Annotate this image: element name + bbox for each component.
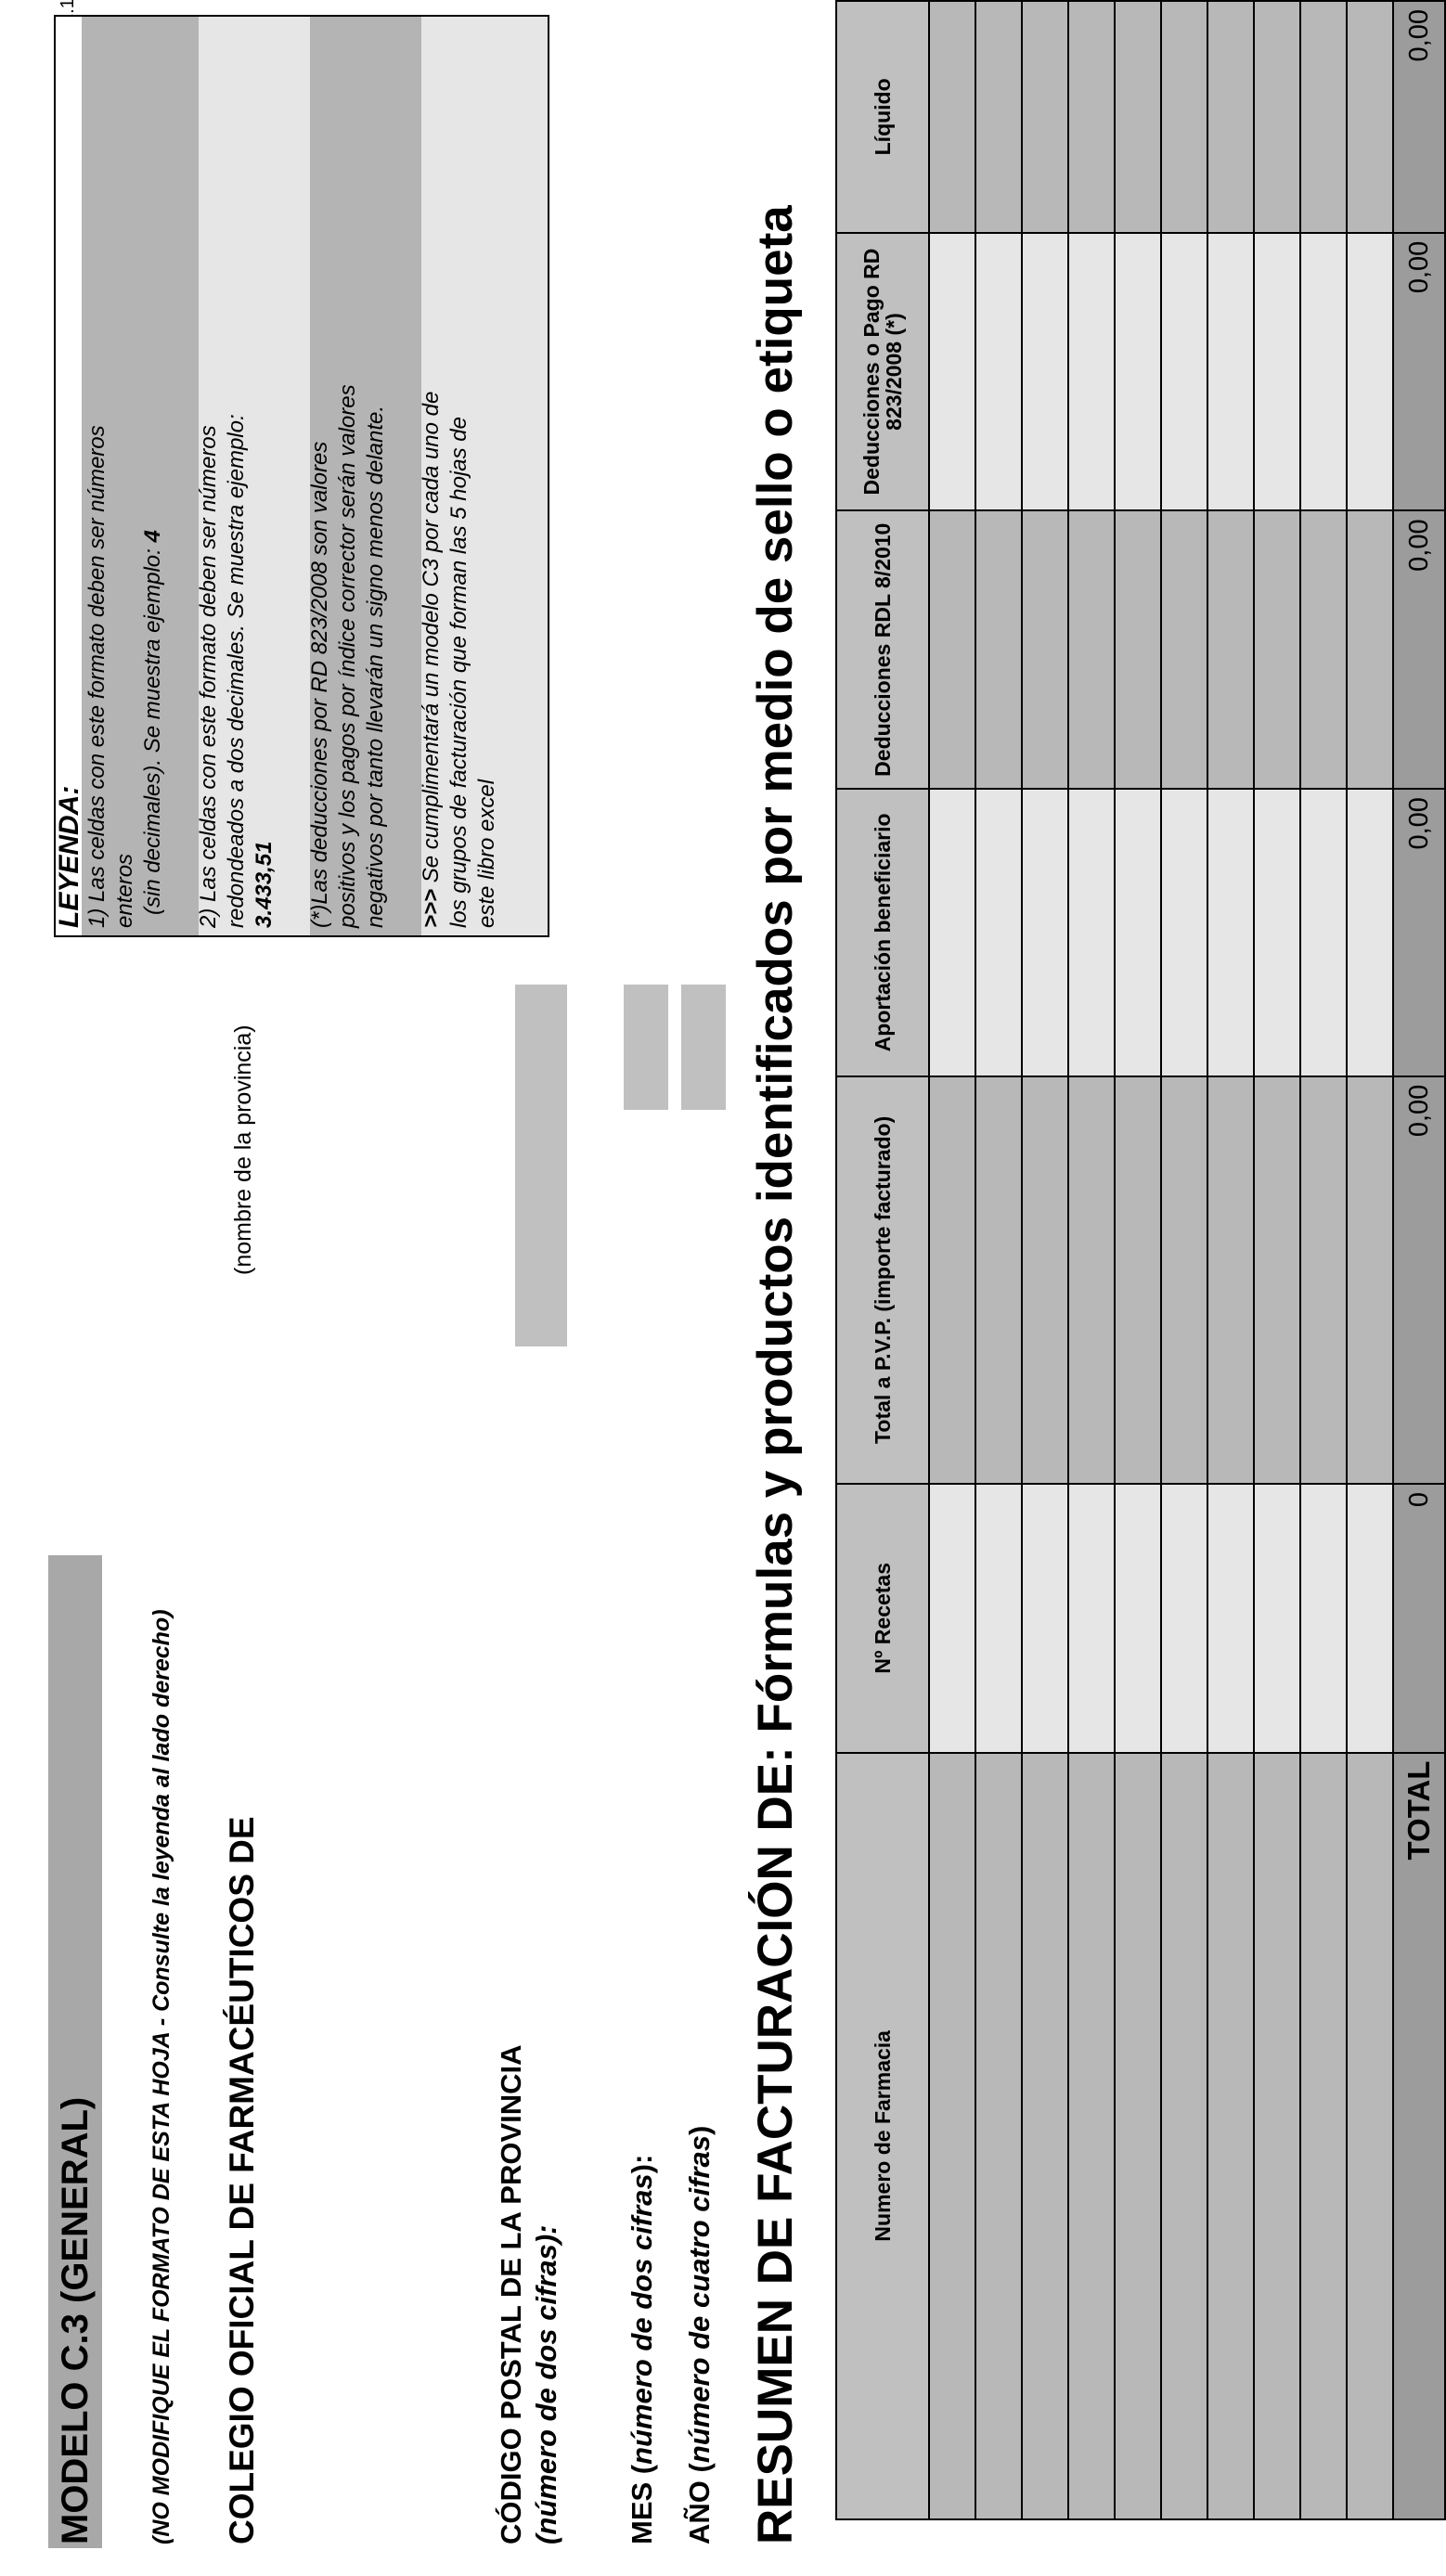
cell-aportacion[interactable] — [1300, 789, 1347, 1076]
total-label: TOTAL — [1393, 1753, 1445, 2519]
cell-rdl[interactable] — [929, 510, 975, 789]
format-warning: (NO MODIFIQUE EL FORMATO DE ESTA HOJA - Consulte la leyenda al lado derecho) — [148, 1609, 174, 2544]
legend-line-4: 2) Las celdas con este formato deben ser números — [196, 425, 221, 928]
cell-recetas[interactable] — [1254, 1484, 1300, 1753]
cell-aportacion[interactable] — [975, 789, 1022, 1076]
cell-liquido[interactable] — [1161, 1, 1207, 233]
colegio-label: COLEGIO OFICIAL DE FARMACÉUTICOS DE — [223, 1816, 261, 2544]
cell-liquido[interactable] — [1115, 1, 1161, 233]
cell-liquido[interactable] — [1068, 1, 1115, 233]
cell-pvp[interactable] — [1207, 1076, 1254, 1484]
col-header-rd823: Deducciones o Pago RD 823/2008 (*) — [836, 233, 929, 511]
total-rd823: 0,00 — [1393, 233, 1445, 511]
cell-farmacia[interactable] — [1347, 1753, 1393, 2519]
cell-recetas[interactable] — [1115, 1484, 1161, 1753]
cell-aportacion[interactable] — [1115, 789, 1161, 1076]
cell-liquido[interactable] — [1347, 1, 1393, 233]
cell-pvp[interactable] — [1254, 1076, 1300, 1484]
page-title: MODELO C.3 (GENERAL) — [55, 2096, 96, 2544]
summary-title: RESUMEN DE FACTURACIÓN DE: Fórmulas y productos identificados por medio de sello o etiqueta — [748, 205, 803, 2544]
table-row — [1115, 1, 1161, 2519]
cell-farmacia[interactable] — [1161, 1753, 1207, 2519]
anio-label-hint: número de cuatro cifras — [683, 2135, 716, 2464]
legend-example-int: 4 — [140, 530, 165, 543]
cell-recetas[interactable] — [1022, 1484, 1068, 1753]
cell-farmacia[interactable] — [1254, 1753, 1300, 2519]
table-row — [1254, 1, 1300, 2519]
cell-pvp[interactable] — [975, 1076, 1022, 1484]
table-row — [1207, 1, 1254, 2519]
cell-rdl[interactable] — [1068, 510, 1115, 789]
billing-table — [835, 0, 1446, 2520]
cp-label-text: CÓDIGO POSTAL DE LA PROVINCIA — [495, 2044, 527, 2544]
cell-recetas[interactable] — [975, 1484, 1022, 1753]
total-aportacion: 0,00 — [1393, 789, 1445, 1076]
mes-label — [625, 2155, 660, 2544]
table-row — [1300, 1, 1347, 2519]
mes-label-hint: número de dos cifras — [626, 2173, 658, 2465]
cell-recetas[interactable] — [1347, 1484, 1393, 1753]
table-row — [929, 1, 975, 2519]
cell-rdl[interactable] — [1207, 510, 1254, 789]
cell-liquido[interactable] — [929, 1, 975, 233]
cell-rd823[interactable] — [1207, 233, 1254, 511]
mes-input[interactable] — [624, 985, 668, 1110]
cell-farmacia[interactable] — [1300, 1753, 1347, 2519]
legend-line-9: negativos por tanto llevarán un signo menos delante. — [363, 405, 388, 928]
anio-label — [682, 2126, 717, 2544]
table-row — [975, 1, 1022, 2519]
legend-line-10 — [418, 392, 445, 928]
cell-liquido[interactable] — [1022, 1, 1068, 233]
cell-rdl[interactable] — [1300, 510, 1347, 789]
cell-recetas[interactable] — [929, 1484, 975, 1753]
anio-label-end: ) — [683, 2125, 716, 2136]
anio-label-text: AÑO ( — [683, 2463, 716, 2544]
table-body — [929, 1, 1393, 2519]
cell-rd823[interactable] — [975, 233, 1022, 511]
table-row — [1068, 1, 1115, 2519]
col-header-rdl: Deducciones RDL 8/2010 — [836, 510, 929, 789]
col-header-pvp: Total a P.V.P. (importe facturado) — [836, 1076, 929, 1484]
total-pvp: 0,00 — [1393, 1076, 1445, 1484]
cell-aportacion[interactable] — [1207, 789, 1254, 1076]
cell-rd823[interactable] — [1068, 233, 1115, 511]
legend-title: LEYENDA: — [54, 785, 84, 928]
cell-rd823[interactable] — [1347, 233, 1393, 511]
cell-pvp[interactable] — [1115, 1076, 1161, 1484]
cell-rdl[interactable] — [975, 510, 1022, 789]
cell-recetas[interactable] — [1300, 1484, 1347, 1753]
legend-arrow-mark: >>> — [419, 888, 444, 928]
cell-rdl[interactable] — [1022, 510, 1068, 789]
anio-input[interactable] — [681, 985, 726, 1110]
cp-input[interactable] — [515, 985, 567, 1346]
total-liquido: 0,00 — [1393, 1, 1445, 233]
cell-farmacia[interactable] — [1115, 1753, 1161, 2519]
legend-line-10-text: Se cumplimentará un modelo C3 por cada uno de — [419, 391, 444, 889]
cell-rd823[interactable] — [1115, 233, 1161, 511]
cell-farmacia[interactable] — [1207, 1753, 1254, 2519]
col-header-farmacia: Numero de Farmacia — [836, 1753, 929, 2519]
legend-line-3-text: (sin decimales). Se muestra ejemplo: — [140, 542, 165, 915]
cell-rdl[interactable] — [1347, 510, 1393, 789]
cell-pvp[interactable] — [1022, 1076, 1068, 1484]
cell-pvp[interactable] — [929, 1076, 975, 1484]
legend-line-7: (*)Las deducciones por RD 823/2008 son valores — [307, 441, 332, 928]
cell-recetas[interactable] — [1161, 1484, 1207, 1753]
cell-farmacia[interactable] — [1022, 1753, 1068, 2519]
cell-aportacion[interactable] — [929, 789, 975, 1076]
cell-rd823[interactable] — [1161, 233, 1207, 511]
legend-line-5: redondeados a dos decimales. Se muestra ejemplo: — [224, 414, 249, 928]
cell-recetas[interactable] — [1068, 1484, 1115, 1753]
table-header-row — [836, 1, 929, 2519]
cell-rdl[interactable] — [1161, 510, 1207, 789]
legend-line-11: los grupos de facturación que forman las 5 hojas de — [446, 416, 471, 928]
total-rdl: 0,00 — [1393, 510, 1445, 789]
legend-line-8: positivos y los pagos por índice corrector serán valores — [335, 384, 360, 928]
cell-rd823[interactable] — [929, 233, 975, 511]
total-recetas: 0 — [1393, 1484, 1445, 1753]
cell-liquido[interactable] — [1300, 1, 1347, 233]
cell-liquido[interactable] — [975, 1, 1022, 233]
table-row — [1347, 1, 1393, 2519]
cell-pvp[interactable] — [1347, 1076, 1393, 1484]
cell-pvp[interactable] — [1161, 1076, 1207, 1484]
legend-line-3 — [139, 530, 167, 915]
cp-label — [494, 2044, 564, 2544]
cell-farmacia[interactable] — [1068, 1753, 1115, 2519]
cell-aportacion[interactable] — [1347, 789, 1393, 1076]
legend-box — [54, 15, 549, 937]
mes-label-text: MES ( — [626, 2464, 658, 2544]
table-row — [1022, 1, 1068, 2519]
legend-line-1: 1) Las celdas con este formato deben ser números — [84, 425, 110, 928]
legend-line-2: enteros — [112, 853, 137, 928]
cell-recetas[interactable] — [1207, 1484, 1254, 1753]
cell-rd823[interactable] — [1300, 233, 1347, 511]
cell-pvp[interactable] — [1300, 1076, 1347, 1484]
total-row — [1393, 1, 1445, 2519]
col-header-recetas: Nº Recetas — [836, 1484, 929, 1753]
cell-liquido[interactable] — [1254, 1, 1300, 233]
cell-rdl[interactable] — [1115, 510, 1161, 789]
cell-aportacion[interactable] — [1161, 789, 1207, 1076]
mes-label-end: ): — [626, 2154, 658, 2174]
cell-pvp[interactable] — [1068, 1076, 1115, 1484]
cell-rd823[interactable] — [1254, 233, 1300, 511]
legend-example-dec: 3.433,51 — [252, 841, 277, 928]
cell-farmacia[interactable] — [929, 1753, 975, 2519]
cell-aportacion[interactable] — [1068, 789, 1115, 1076]
cell-rd823[interactable] — [1022, 233, 1068, 511]
cell-aportacion[interactable] — [1022, 789, 1068, 1076]
cp-label-hint: (número de dos cifras): — [530, 2224, 562, 2544]
provincia-hint: (nombre de la provincia) — [230, 1024, 256, 1275]
cell-farmacia[interactable] — [975, 1753, 1022, 2519]
legend-line-12: este libro excel — [474, 779, 499, 928]
cell-aportacion[interactable] — [1254, 789, 1300, 1076]
cell-liquido[interactable] — [1207, 1, 1254, 233]
col-header-aportacion: Aportación beneficiario — [836, 789, 929, 1076]
table-row — [1161, 1, 1207, 2519]
cell-rdl[interactable] — [1254, 510, 1300, 789]
col-header-liquido: Líquido — [836, 1, 929, 233]
